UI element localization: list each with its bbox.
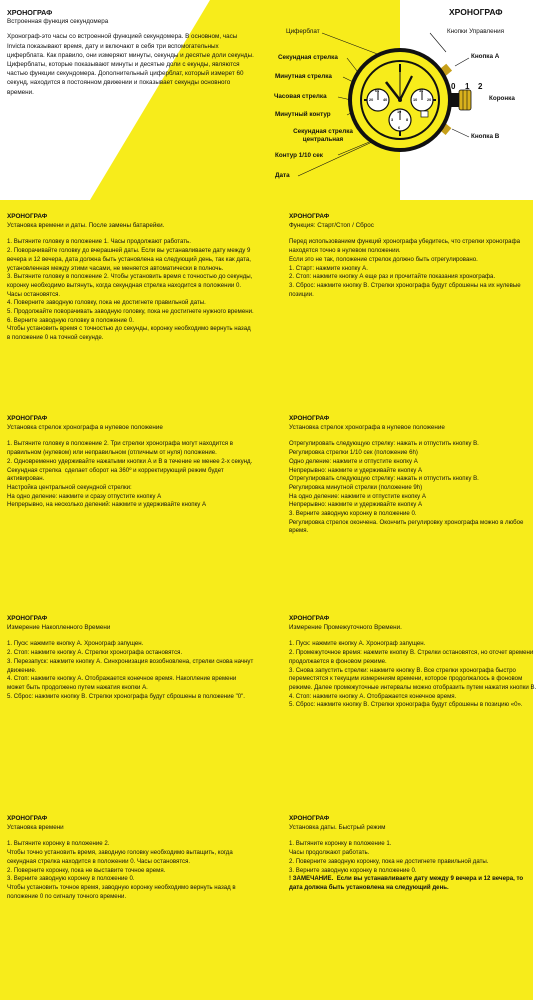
subdial-right-side2: 20 (427, 98, 432, 102)
section-zero-position (7, 415, 255, 510)
subdial-left-side2: 40 (383, 98, 388, 102)
instruction-line: Перед использованием функций хронографа убедитесь, что стрелки хронографа находятся точно в нулевом положении. (289, 238, 522, 255)
subdial-bottom-bottom: 6 (398, 126, 401, 130)
instruction-line: 3. Верните заводную коронку в положение 0. (7, 875, 135, 883)
label-hour-hand: Часовая стрелка (274, 93, 327, 100)
instruction-line: Регулировка минутной стрелки (положение 9h) (289, 483, 423, 491)
instruction-line: Регулировка стрелок окончена. Окончить регулировку хронографа можно в любое время. (289, 518, 526, 535)
crown-position-0: 0 (451, 82, 456, 91)
label-minute-hand: Минутная стрелка (275, 73, 332, 80)
subdial-bottom-top: 10 (397, 110, 402, 114)
instruction-line: 1. Старт: нажмите кнопку А. (289, 264, 368, 272)
section-title: ХРОНОГРАФ (7, 615, 48, 622)
section-subtitle: Установка времени (7, 823, 64, 831)
instruction-line: 2. Поверните заводную коронку, пока не достигнете правильной даты. (289, 857, 489, 865)
subdial-bottom-right: 8 (406, 118, 409, 122)
instruction-line: Чтобы точно установить время, заводную головку необходимо вытащить, когда секундная стрелка находится в положении 0. Часы остановятся. (7, 849, 235, 865)
instruction-line: 2. Стоп: нажмите кнопку А. Стрелки хронографа остановятся. (7, 649, 183, 657)
section-subtitle: Установка стрелок хронографа в нулевое положение (289, 423, 445, 431)
section-subtitle: Измерение Промежуточного Времени. (289, 623, 402, 631)
label-tenth-second-counter: Контур 1/10 сек (275, 152, 323, 159)
section-subtitle: Установка даты. Быстрый режим (289, 823, 386, 831)
intro-title: ХРОНОГРАФ (7, 8, 53, 17)
instruction-line: На одно деление: нажмите и сразу отпустите кнопку А (7, 492, 162, 500)
section-title: ХРОНОГРАФ (289, 213, 330, 220)
subdial-bottom-left: 3 (391, 118, 394, 122)
instruction-line: Непрерывно: нажмите и удерживайте кнопку А (289, 466, 423, 474)
instruction-line: Одно деление: нажмите и отпустите кнопку А (289, 457, 418, 465)
instruction-line: 5. Сброс: нажмите кнопку В. Стрелки хронографа будут сброшены в позицию «0». (289, 701, 523, 709)
section-title: ХРОНОГРАФ (289, 815, 330, 822)
instruction-line: 1. Вытяните головку в положение 2. Три стрелки хронографа могут находится в правильном (нулевом) или неправильном (отличным от нуля) положение. (7, 440, 235, 457)
section-start-stop-reset (289, 213, 537, 299)
watch-diagram (0, 0, 533, 200)
instruction-line: Если это не так, положение стрелок должно быть отрегулировано. (289, 255, 478, 263)
instruction-line: 3. Вытяните головку в положение 2. Чтобы установить время с точностью до секунды, коронку необходимо вытянуть, когда секундная стрелка находится в положении 0. Часы остановятся. (7, 273, 255, 298)
section-split-time (289, 615, 537, 710)
instruction-line: ! ЗАМЕЧАНИЕ. Если вы устанавливаете дату между 9 вечера и 12 вечера, то дата должна быть установлена на следующий день. (289, 875, 525, 891)
instruction-line: Непрерывно: нажмите и удерживайте кнопку А (289, 501, 423, 509)
instruction-line: Часы продолжают работать. (289, 849, 370, 857)
instruction-line: Отрегулировать следующую стрелку: нажать и отпустить кнопку В. (289, 440, 479, 448)
section-title: ХРОНОГРАФ (7, 415, 48, 422)
instruction-line: 2. Стоп: нажмите кнопку А еще раз и прочитайте показания хронографа. (289, 273, 496, 281)
subdial-right-top: 30 (419, 89, 424, 93)
section-time-setting (7, 815, 255, 901)
label-central-second-hand: Секундная стрелка центральная (293, 128, 353, 143)
instruction-line: 1. Вытяните коронку в положение 2. (7, 840, 110, 848)
instruction-line: 1. Пуск: нажмите кнопку А. Хронограф запущен. (7, 640, 144, 648)
instruction-line: Настройка центральной секундной стрелки: (7, 483, 132, 491)
section-subtitle: Установка стрелок хронографа в нулевое положение (7, 423, 163, 431)
section-subtitle: Установка времени и даты. После замены батарейки. (7, 221, 165, 229)
instruction-line: 4. Стоп: нажмите кнопку А. Отображается конечное время. Накопление времени может быть продолжено путем нажатия кнопки А. (7, 675, 239, 691)
instruction-line: Непрерывно, на несколько делений: нажмите и удерживайте кнопку А (7, 501, 207, 509)
instruction-line: 4. Стоп: нажмите кнопку А. Отображается конечное время. (289, 692, 457, 700)
section-title: ХРОНОГРАФ (7, 213, 48, 220)
section-subtitle: Функция: Старт/Стоп / Сброс (289, 221, 374, 229)
label-button-b: Кнопка В (471, 133, 500, 140)
crown-position-1: 1 (465, 82, 470, 91)
instruction-line: Чтобы установить время с точностью до секунды, коронку необходимо вернуть назад в положение 0 на точной секунде. (7, 325, 253, 342)
instruction-line: 3. Снова запустить стрелки: нажмите кнопку В. Все стрелки хронографа быстро переместятся к текущим измерениям времени, которое продолжалось в фоновом режиме. Далее промежуточные интервалы можно отобразить путем нажатия кнопки В. (289, 666, 537, 691)
subdial-left-top: 60 (375, 89, 380, 93)
subdial-right-side: 10 (413, 98, 418, 102)
label-date: Дата (275, 172, 290, 179)
instruction-line: Чтобы установить точное время, заводную коронку необходимо вернуть назад в положение 0 по сигналу точного времени. (7, 883, 238, 900)
section-quick-date (289, 815, 537, 893)
instruction-line: 6. Верните заводную головку в положение 0. (7, 316, 134, 324)
instruction-line: 2. Промежуточное время: нажмите кнопку В. Стрелки остановятся, но отсчет времени продолжается в фоновом режиме. (289, 649, 536, 665)
instruction-line: 4. Поверните заводную головку, пока не достигнете правильной даты. (7, 299, 206, 307)
label-minute-counter: Минутный контур (275, 111, 331, 118)
crown-position-2: 2 (478, 82, 483, 91)
instruction-line: 2. Поверните коронку, пока не выставите точное время. (7, 866, 166, 874)
section-zero-position-continued (289, 415, 537, 536)
section-title: ХРОНОГРАФ (289, 415, 330, 422)
instruction-line: 5. Продолжайте поворачивать заводную головку, пока не достигнете нужного времени. (7, 308, 254, 316)
instruction-line: 2. Одновременно удерживайте нажатыми кнопки А и В в течение не менее 2-х секунд. Секундная стрелка сделает оборот на 360º и корректирующий режим будет активирован. (7, 457, 254, 483)
instruction-line: 2. Поворачивайте головку до вчерашней даты. Если вы устанавливаете дату между 9 вечера и 12 вечера, дата должна быть установлена на следующий день, так как дата, установленная между этими часами, не меняется автоматически в полночь. (7, 247, 253, 272)
instruction-line: 1. Вытяните коронку в положение 1. (289, 840, 392, 848)
section-time-date-setting (7, 213, 255, 343)
section-title: ХРОНОГРАФ (7, 815, 48, 822)
label-dial: Циферблат (286, 28, 320, 35)
instruction-line: Регулировка стрелки 1/10 сек (положение 6h) (289, 449, 418, 457)
intro-paragraph: Хронограф-это часы со встроенной функцией секундомера. В основном, часы Invicta показывают время, дату и включают в себя три вспомогательных циферблата. Как правило, они измеряют минуты, секунды и десятые доли секунды. Циферблаты, которые показывают минуты и десятые доли с екунды, являются частью функции секундомера. Дополнительный циферблат, который измерет 60 секунд, находится в постоянном движении и показывает секунды основного времени. (7, 33, 254, 96)
intro-subtitle: Встроенная функция секундомера (7, 18, 109, 26)
label-control-buttons: Кнопки Управления (447, 28, 504, 35)
diagram-title: ХРОНОГРАФ (449, 7, 503, 17)
instruction-line: 5. Сброс: нажмите кнопку В. Стрелки хронографа будут сброшены в положение "0". (7, 692, 245, 700)
instruction-line: 3. Перезапуск: нажмите кнопку А. Синхронизация возобновлена, стрелки снова начнут движение. (7, 657, 255, 674)
instruction-line: 1. Вытяните головку в положение 1. Часы продолжают работать. (7, 238, 191, 246)
instruction-line: 3. Верните заводную коронку в положение 0. (289, 866, 417, 874)
label-button-a: Кнопка А (471, 53, 500, 60)
instruction-line: Отрегулировать следующую стрелку: нажать и отпустить кнопку В. (289, 475, 479, 483)
label-crown: Коронка (489, 95, 515, 102)
section-title: ХРОНОГРАФ (289, 615, 330, 622)
section-accumulated-time (7, 615, 255, 701)
instruction-line: 3. Верните заводную коронку в положение 0. (289, 510, 417, 518)
section-subtitle: Измерение Накопленного Времени (7, 623, 111, 631)
instruction-line: 3. Сброс: нажмите кнопку В. Стрелки хронографа будут сброшены на их нулевые позиции. (289, 281, 523, 298)
instruction-line: На одно деление: нажмите и отпустите кнопку А (289, 492, 426, 500)
instruction-line: 1. Пуск: нажмите кнопку А. Хронограф запущен. (289, 640, 426, 648)
subdial-left-side: 20 (369, 98, 374, 102)
label-second-hand: Секундная стрелка (278, 54, 338, 61)
